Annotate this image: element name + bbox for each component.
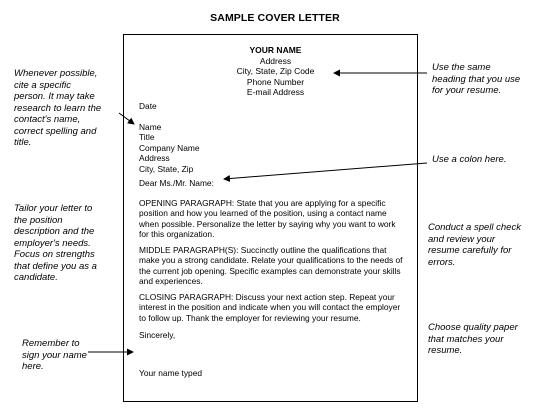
note-tailor-letter: [14, 203, 124, 284]
salutation: Dear Ms./Mr. Name:: [139, 178, 214, 188]
note-use-colon: [432, 154, 547, 166]
page-title: SAMPLE COVER LETTER: [210, 12, 340, 24]
note-line: Use a colon here.: [432, 154, 507, 165]
letter-heading: [123, 45, 428, 98]
heading-name: YOUR NAME: [249, 45, 302, 55]
typed-name: Your name typed: [139, 368, 203, 378]
note-line: title.: [14, 137, 32, 148]
note-line: resume carefully for: [428, 245, 512, 256]
note-same-heading: [432, 62, 547, 97]
note-line: Focus on strengths: [14, 249, 95, 260]
note-line: that matches your: [428, 333, 504, 345]
letter-date: Date: [139, 101, 157, 111]
note-line: candidate.: [14, 272, 58, 283]
note-line: here.: [22, 361, 44, 372]
heading-line-email: E-mail Address: [246, 87, 305, 97]
note-line: cite a specific: [14, 79, 72, 91]
middle-paragraph: [139, 245, 414, 287]
heading-line-phone: Phone Number: [246, 76, 305, 87]
note-line: Tailor your letter to: [14, 203, 93, 214]
note-line: person. It may take: [14, 91, 95, 102]
note-line: for your resume.: [432, 85, 502, 96]
note-line: Remember to: [22, 338, 80, 349]
note-line: resume.: [428, 345, 463, 356]
note-line: description and the: [14, 226, 95, 237]
recipient-title: Title: [139, 132, 155, 143]
heading-line-address: Address: [259, 55, 292, 66]
note-line: contact's name,: [14, 114, 81, 125]
closing-line: interest in the position and indicate when you will contact the employer: [139, 302, 401, 313]
closing-line: to follow up. Thank the employer for reviewing your resume.: [139, 312, 361, 323]
opening-line: OPENING PARAGRAPH: State that you are applying for a specific: [139, 198, 386, 208]
opening-line: position and how you learned of the position, using a contact name: [139, 208, 387, 219]
note-spell-check: [428, 222, 546, 268]
sign-off: Sincerely,: [139, 330, 176, 340]
note-line: Whenever possible,: [14, 68, 98, 79]
opening-line: when possible. Personalize the letter by saying why you want to work: [139, 218, 396, 229]
middle-line: and experiences.: [139, 276, 203, 287]
opening-paragraph: [139, 198, 414, 240]
note-line: heading that you use: [432, 73, 521, 85]
recipient-address: Address: [139, 153, 170, 164]
recipient-name: Name: [139, 122, 162, 132]
note-sign-name: [22, 338, 122, 373]
note-line: errors.: [428, 256, 456, 268]
middle-line: make you a strong candidate. Relate your qualifications to the needs of: [139, 255, 403, 266]
note-line: the position: [14, 214, 63, 226]
note-line: and review your: [428, 233, 496, 245]
heading-line-city: City, State, Zip Code: [236, 66, 315, 76]
recipient-block: [139, 122, 414, 174]
note-line: correct spelling and: [14, 125, 97, 137]
note-line: Use the same: [432, 62, 491, 73]
closing-paragraph: [139, 292, 414, 323]
note-line: research to learn the: [14, 102, 102, 114]
note-quality-paper: [428, 322, 546, 357]
note-cite-person: [14, 68, 124, 149]
note-line: sign your name: [22, 349, 87, 361]
closing-line: CLOSING PARAGRAPH: Discuss your next action step. Repeat your: [139, 292, 395, 302]
recipient-city: City, State, Zip: [139, 163, 194, 174]
middle-line: the current job opening. Specific examples can demonstrate your skills: [139, 265, 401, 276]
opening-line: for this organization.: [139, 229, 215, 240]
note-line: Conduct a spell check: [428, 222, 521, 233]
recipient-company: Company Name: [139, 142, 200, 153]
middle-line: MIDDLE PARAGRAPH(S): Succinctly outline the qualifications that: [139, 245, 387, 255]
note-line: Choose quality paper: [428, 322, 518, 333]
note-line: that define you as a: [14, 260, 97, 272]
note-line: employer's needs.: [14, 237, 91, 249]
